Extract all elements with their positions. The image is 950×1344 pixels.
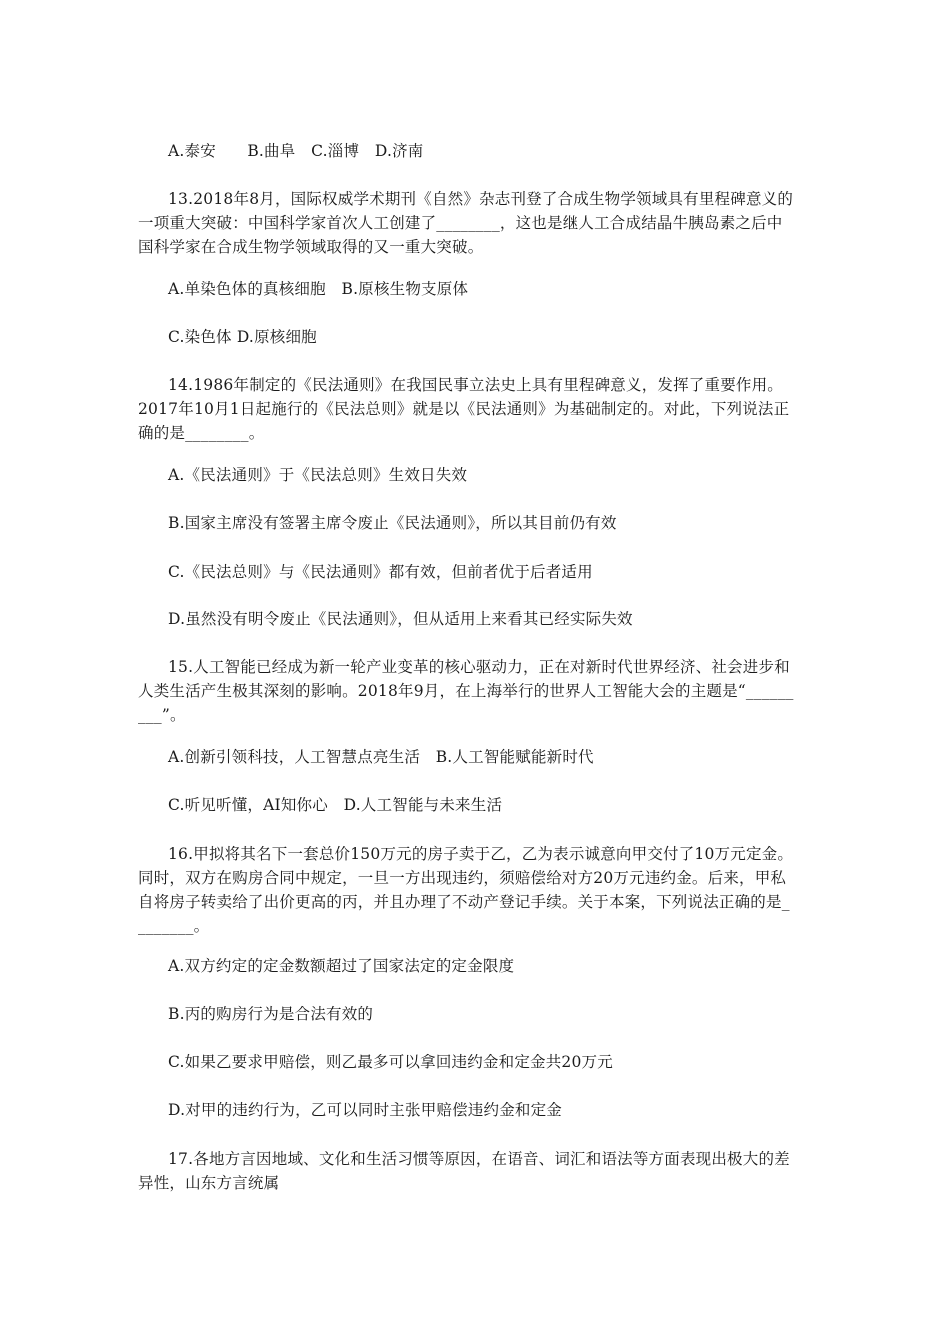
- q15-stem-line-3: ___”。: [138, 706, 186, 724]
- q13-stem-line-3: 国科学家在合成生物学领域取得的又一重大突破。: [138, 238, 484, 256]
- q17-stem-line-2: 异性，山东方言统属: [138, 1174, 280, 1192]
- q14-stem-line-3: 确的是________。: [138, 424, 265, 442]
- q16-stem-line-4: _______。: [138, 917, 210, 935]
- q14-stem-line-1: 14.1986年制定的《民法通则》在我国民事立法史上具有里程碑意义，发挥了重要作用。: [168, 376, 783, 394]
- q13-stem-line-1: 13.2018年8月，国际权威学术期刊《自然》杂志刊登了合成生物学领域具有里程碑意义的: [168, 190, 794, 208]
- q16-option-b: B.丙的购房行为是合法有效的: [168, 1005, 374, 1023]
- q13-options-cd: C.染色体 D.原核细胞: [168, 328, 317, 346]
- q15-options-ab: A.创新引领科技，人工智慧点亮生活 B.人工智能赋能新时代: [168, 748, 594, 766]
- q17-stem-line-1: 17.各地方言因地域、文化和生活习惯等原因，在语音、词汇和语法等方面表现出极大的差: [168, 1150, 790, 1168]
- q13-options-ab: A.单染色体的真核细胞 B.原核生物支原体: [168, 280, 469, 298]
- q16-option-c: C.如果乙要求甲赔偿，则乙最多可以拿回违约金和定金共20万元: [168, 1053, 613, 1071]
- q16-stem-line-3: 自将房子转卖给了出价更高的丙，并且办理了不动产登记手续。关于本案，下列说法正确的是_: [138, 893, 790, 911]
- q16-stem-line-1: 16.甲拟将其名下一套总价150万元的房子卖于乙，乙为表示诚意向甲交付了10万元定金。: [168, 845, 794, 863]
- q13-stem-line-2: 一项重大突破：中国科学家首次人工创建了________，这也是继人工合成结晶牛胰岛素之后中: [138, 214, 783, 232]
- q16-option-a: A.双方约定的定金数额超过了国家法定的定金限度: [168, 957, 515, 975]
- q16-option-d: D.对甲的违约行为，乙可以同时主张甲赔偿违约金和定金: [168, 1101, 563, 1119]
- q12-options: A.泰安 B.曲阜 C.淄博 D.济南: [168, 142, 424, 160]
- q15-stem-line-2: 人类生活产生极其深刻的影响。2018年9月，在上海举行的世界人工智能大会的主题是“______: [138, 682, 794, 700]
- q14-option-d: D.虽然没有明令废止《民法通则》，但从适用上来看其已经实际失效: [168, 610, 633, 628]
- q14-option-a: A.《民法通则》于《民法总则》生效日失效: [168, 466, 468, 484]
- q15-stem-line-1: 15.人工智能已经成为新一轮产业变革的核心驱动力，正在对新时代世界经济、社会进步和: [168, 658, 790, 676]
- q14-stem-line-2: 2017年10月1日起施行的《民法总则》就是以《民法通则》为基础制定的。对此，下列说法正: [138, 400, 790, 418]
- q14-option-c: C.《民法总则》与《民法通则》都有效，但前者优于后者适用: [168, 563, 593, 581]
- q16-stem-line-2: 同时，双方在购房合同中规定，一旦一方出现违约，须赔偿给对方20万元违约金。后来，甲私: [138, 869, 787, 887]
- q15-options-cd: C.听见听懂，AI知你心 D.人工智能与未来生活: [168, 796, 503, 814]
- q14-option-b: B.国家主席没有签署主席令废止《民法通则》，所以其目前仍有效: [168, 514, 617, 532]
